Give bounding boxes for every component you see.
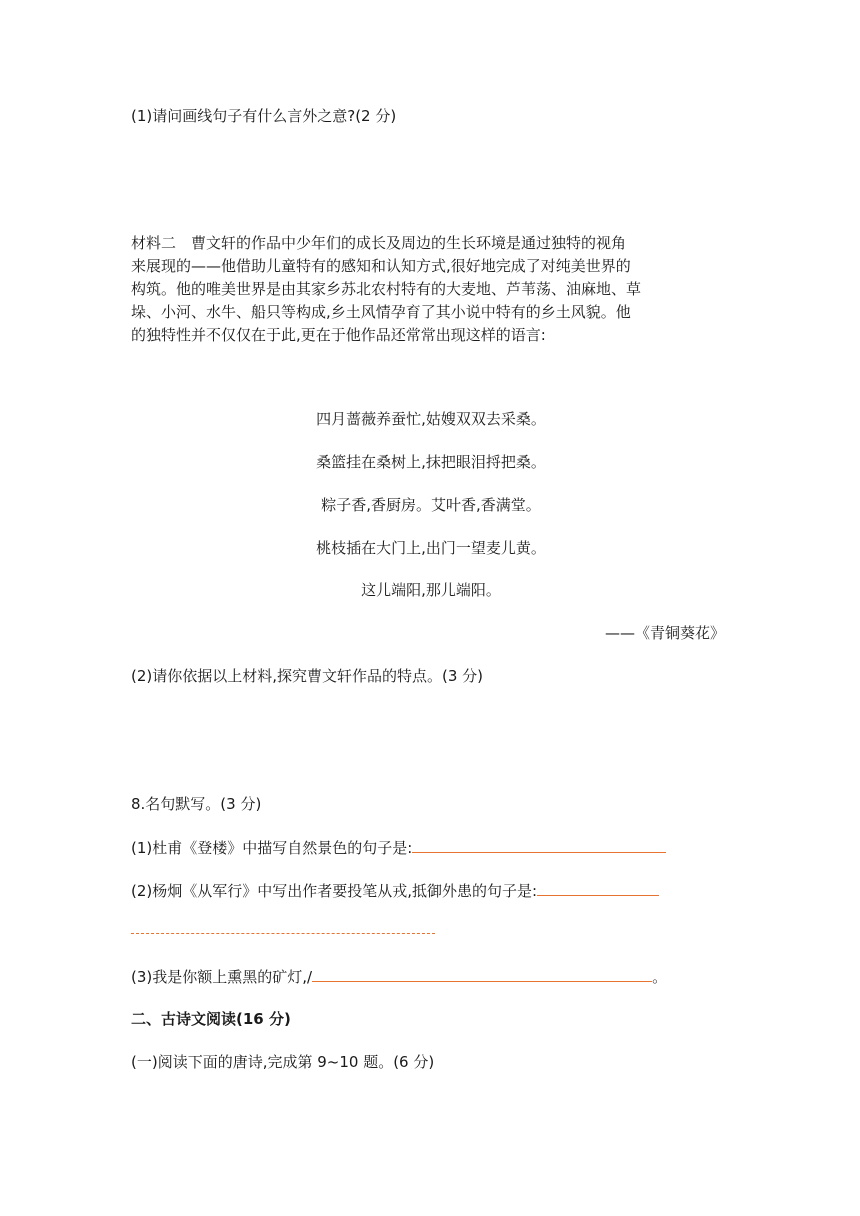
answer-blank-continued[interactable] (131, 933, 435, 934)
question-8-item-1 (131, 836, 666, 859)
answer-blank[interactable] (312, 965, 652, 982)
paragraph-line: 来展现的——他借助儿童特有的感知和认知方式,很好地完成了对纯美世界的 (131, 257, 631, 275)
paragraph-line: 的独特性并不仅仅在于此,更在于他作品还常常出现这样的语言: (131, 326, 546, 344)
item-text: (3)我是你额上熏黑的矿灯,/ (131, 968, 313, 986)
item-text: (2)杨炯《从军行》中写出作者要投笔从戎,抵御外患的句子是: (131, 882, 538, 900)
question-7-2: (2)请你依据以上材料,探究曹文轩作品的特点。(3 分) (131, 667, 484, 685)
paragraph-line: 垛、小河、水牛、船只等构成,乡土风情孕育了其小说中特有的乡土风貌。他 (131, 303, 631, 321)
poem-line-4: 桃枝插在大门上,出门一望麦儿黄。 (316, 539, 546, 557)
section-2-sub-1: (一)阅读下面的唐诗,完成第 9~10 题。(6 分) (131, 1053, 435, 1071)
paragraph-line: 材料二 曹文轩的作品中少年们的成长及周边的生长环境是通过独特的视角 (131, 234, 627, 252)
poem-line-3: 粽子香,香厨房。艾叶香,香满堂。 (321, 496, 541, 514)
poem-line-2: 桑篮挂在桑树上,抹把眼泪捋把桑。 (316, 453, 546, 471)
question-8-title: 8.名句默写。(3 分) (131, 795, 262, 813)
poem-line-1: 四月蔷薇养蚕忙,姑嫂双双去采桑。 (316, 410, 546, 428)
question-8-item-3 (131, 965, 667, 988)
answer-blank[interactable] (537, 879, 659, 896)
section-2-title: 二、古诗文阅读(16 分) (131, 1010, 291, 1028)
paragraph-line: 构筑。他的唯美世界是由其家乡苏北农村特有的大麦地、芦苇荡、油麻地、草 (131, 280, 642, 298)
item-end-punct: 。 (652, 968, 668, 986)
poem-line-5: 这儿端阳,那儿端阳。 (361, 581, 501, 599)
poem-source: ——《青铜葵花》 (604, 624, 725, 642)
question-7-1: (1)请问画线句子有什么言外之意?(2 分) (131, 107, 397, 125)
item-text: (1)杜甫《登楼》中描写自然景色的句子是: (131, 839, 413, 857)
question-8-item-2 (131, 879, 659, 902)
answer-blank[interactable] (412, 836, 666, 853)
material-2-paragraph (131, 232, 731, 347)
